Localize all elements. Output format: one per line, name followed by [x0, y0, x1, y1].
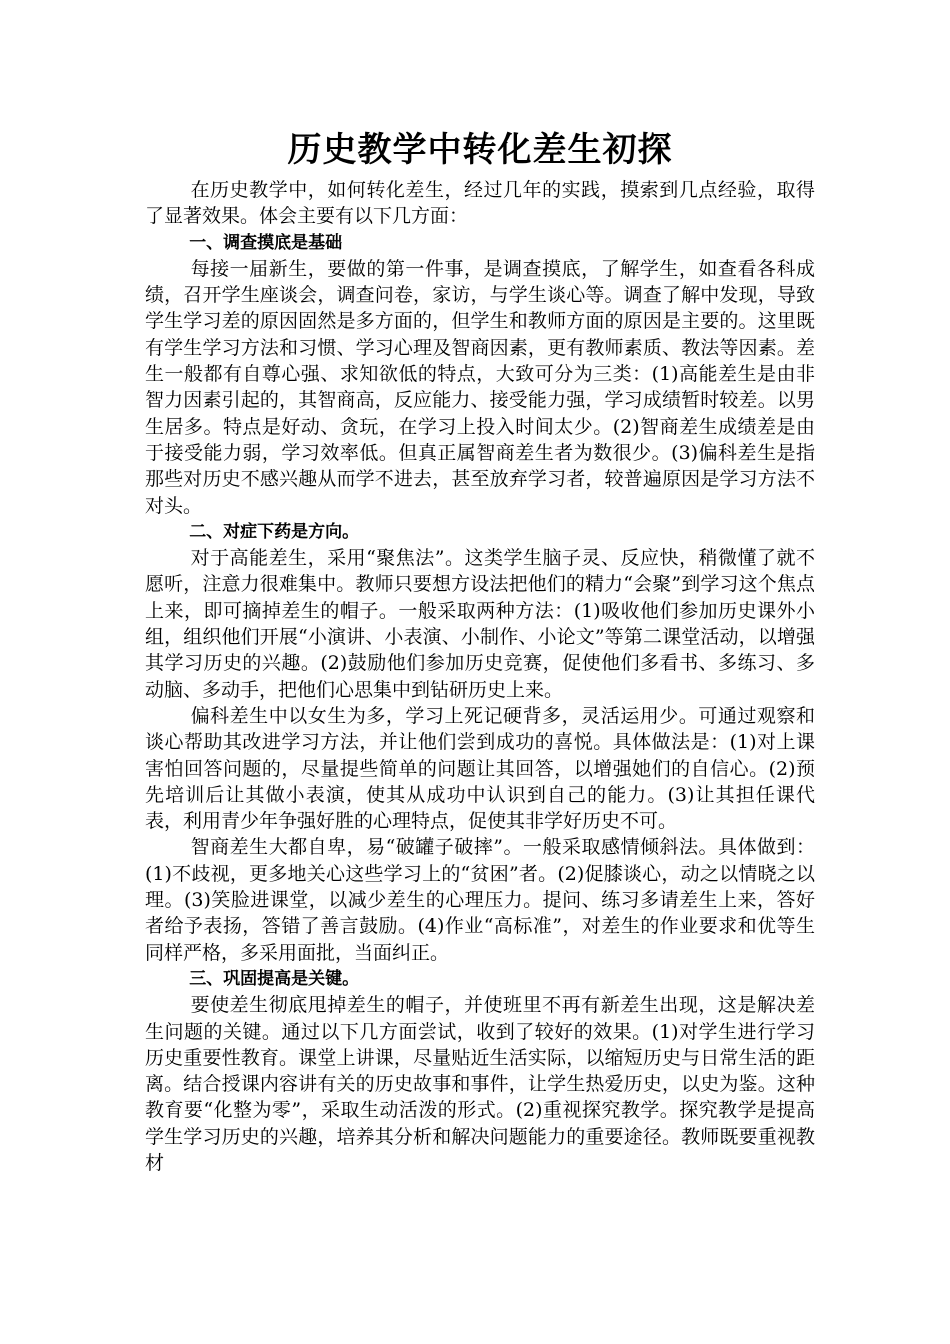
document-body	[145, 127, 815, 1176]
section-heading: 三、巩固提高是关键。	[189, 968, 360, 989]
document-title: 历史教学中转化差生初探	[287, 130, 673, 170]
section-heading: 一、调查摸底是基础	[189, 232, 343, 253]
body-paragraph: 要使差生彻底甩掉差生的帽子，并使班里不再有新差生出现，这是解决差生问题的关键。通过以下几方面尝试，收到了较好的效果。(1)对学生进行学习历史重要性教育。课堂上讲课，尽量贴近生活实际，以缩短历史与日常生活的距离。结合授课内容讲有关的历史故事和事件，让学生热爱历史，以史为鉴。这种教育要“化整为零”，采取生动活泼的形式。(2)重视探究教学。探究教学是提高学生学习历史的兴趣，培养其分析和解决问题能力的重要途径。教师既要重视教材	[145, 994, 815, 1174]
section-heading: 二、对症下药是方向。	[189, 521, 360, 542]
body-paragraph: 智商差生大都自卑，易“破罐子破摔”。一般采取感情倾斜法。具体做到：(1)不歧视，更多地关心这些学习上的“贫困”者。(2)促膝谈心，动之以情晓之以理。(3)笑脸进课堂，以减少差生的心理压力。提问、练习多请差生上来，答好者给予表扬，答错了善言鼓励。(4)作业“高标准”，对差生的作业要求和优等生同样严格，多采用面批，当面纠正。	[145, 836, 815, 964]
body-paragraph: 每接一届新生，要做的第一件事，是调查摸底，了解学生，如查看各科成绩，召开学生座谈会，调查问卷，家访，与学生谈心等。调查了解中发现，导致学生学习差的原因固然是多方面的，但学生和教师方面的原因是主要的。这里既有学生学习方法和习惯、学习心理及智商因素，更有教师素质、教法等因素。差生一般都有自尊心强、求知欲低的特点，大致可分为三类：(1)高能差生是由非智力因素引起的，其智商高，反应能力、接受能力强，学习成绩暂时较差。以男生居多。特点是好动、贪玩，在学习上投入时间太少。(2)智商差生成绩差是由于接受能力弱，学习效率低。但真正属智商差生者为数很少。(3)偏科差生是指那些对历史不感兴趣从而学不进去，甚至放弃学习者，较普遍原因是学习方法不对头。	[145, 257, 815, 517]
body-paragraph: 对于高能差生，采用“聚焦法”。这类学生脑子灵、反应快，稍微懂了就不愿听，注意力很难集中。教师只要想方设法把他们的精力“会聚”到学习这个焦点上来，即可摘掉差生的帽子。一般采取两种方法：(1)吸收他们参加历史课外小组，组织他们开展“小演讲、小表演、小制作、小论文”等第二课堂活动，以增强其学习历史的兴趣。(2)鼓励他们参加历史竞赛，促使他们多看书、多练习、多动脑、多动手，把他们心思集中到钻研历史上来。	[145, 547, 815, 701]
intro-paragraph: 在历史教学中，如何转化差生，经过几年的实践，摸索到几点经验，取得了显著效果。体会主要有以下几方面：	[145, 179, 815, 228]
body-paragraph: 偏科差生中以女生为多，学习上死记硬背多，灵活运用少。可通过观察和谈心帮助其改进学习方法，并让他们尝到成功的喜悦。具体做法是：(1)对上课害怕回答问题的，尽量提些简单的问题让其回答，以增强她们的自信心。(2)预先培训后让其做小表演，使其从成功中认识到自己的能力。(3)让其担任课代表，利用青少年争强好胜的心理特点，促使其非学好历史不可。	[145, 704, 815, 833]
